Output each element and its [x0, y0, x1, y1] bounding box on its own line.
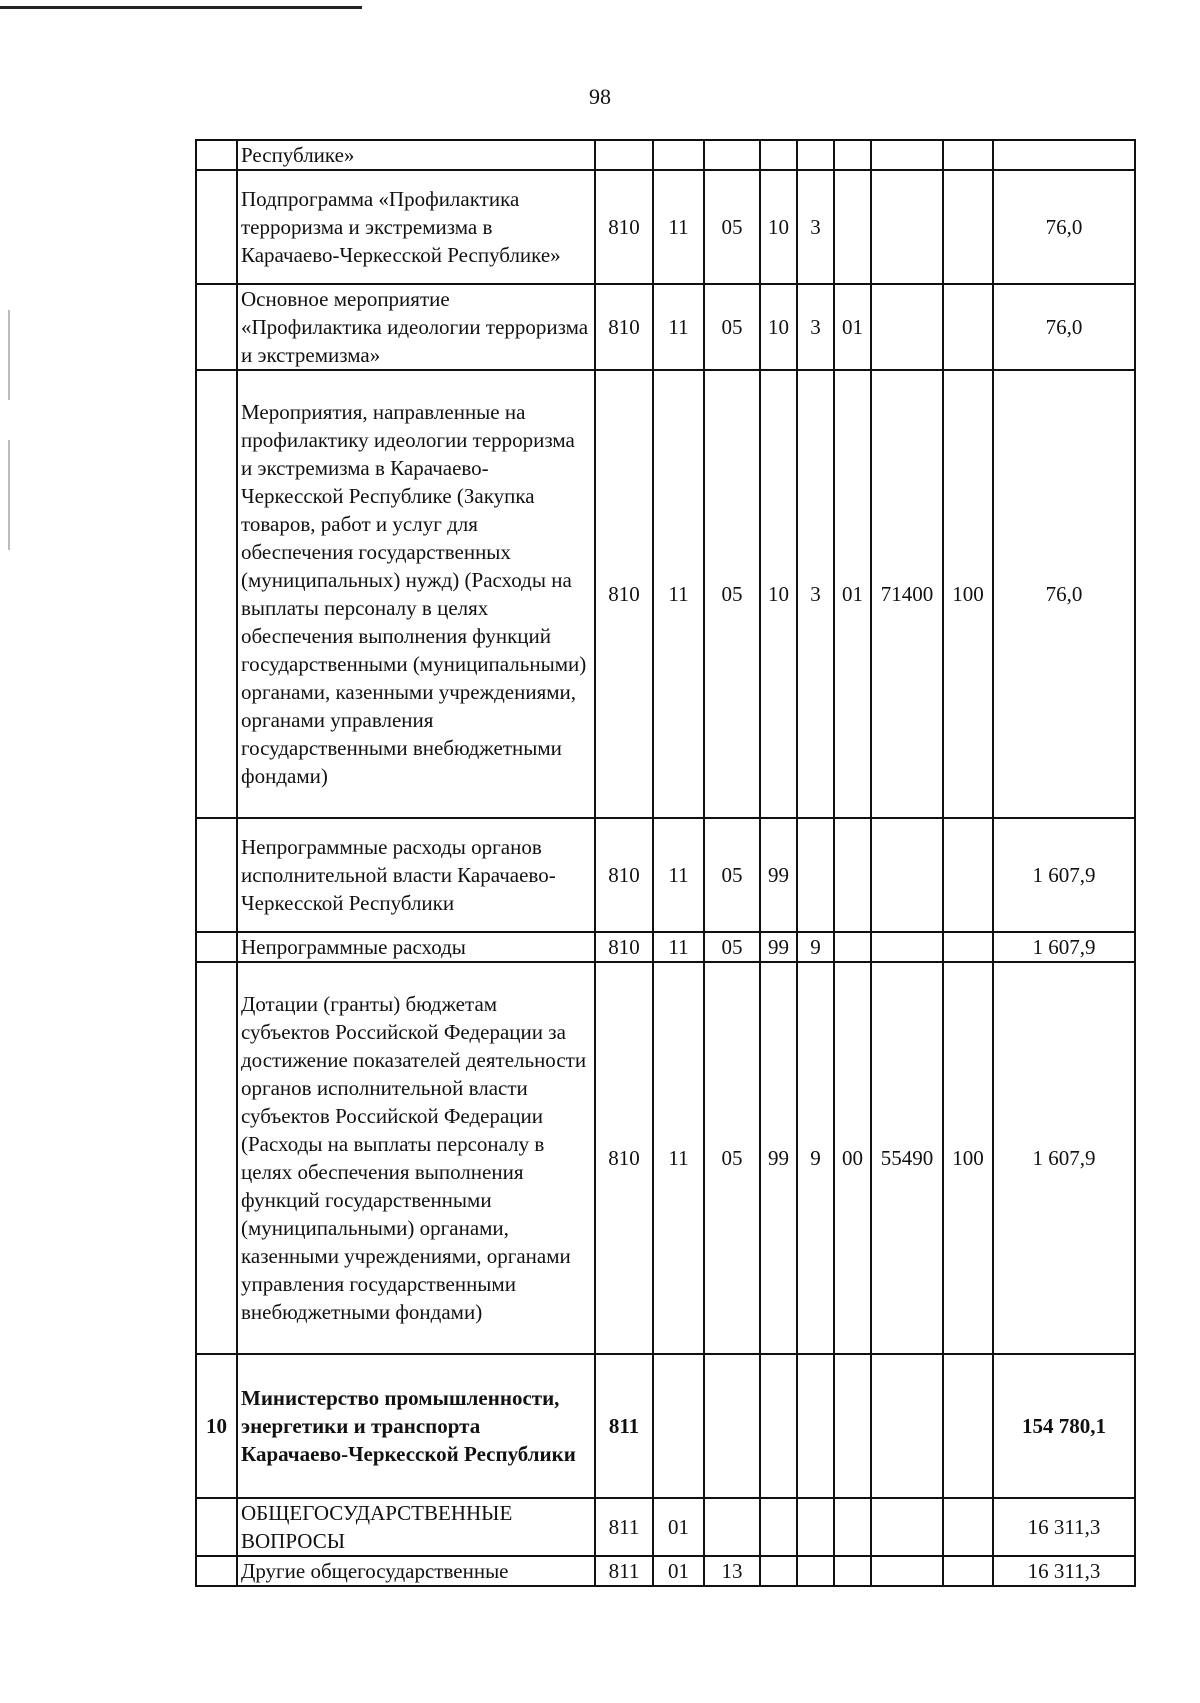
vr-code: [943, 932, 993, 962]
vr-code: [943, 1354, 993, 1498]
row-number: [196, 932, 237, 962]
vr-code: [943, 818, 993, 932]
pr-code: 05: [704, 370, 760, 818]
ved-code: 810: [595, 170, 653, 284]
table-row: [196, 1556, 1135, 1586]
row-number: [196, 1498, 237, 1556]
ved-code: 811: [595, 1354, 653, 1498]
subprogram-code: [797, 1498, 834, 1556]
amount: 76,0: [993, 370, 1135, 818]
amount: 1 607,9: [993, 962, 1135, 1354]
rz-code: [653, 140, 704, 170]
row-number: [196, 284, 237, 370]
direction-code: 71400: [871, 370, 943, 818]
ved-code: 810: [595, 962, 653, 1354]
row-number: [196, 370, 237, 818]
page-number: 98: [589, 84, 611, 109]
rz-code: 11: [653, 932, 704, 962]
rz-code: 11: [653, 284, 704, 370]
vr-code: [943, 1498, 993, 1556]
row-name: Министерство промышленности, энергетики и транспорта Карачаево-Черкесской Республики: [237, 1354, 595, 1498]
table-row: [196, 370, 1135, 818]
direction-code: [871, 1354, 943, 1498]
ved-code: 810: [595, 284, 653, 370]
pr-code: 05: [704, 170, 760, 284]
program-code: [760, 1556, 797, 1586]
rz-code: 11: [653, 370, 704, 818]
program-code: 99: [760, 962, 797, 1354]
subprogram-code: 9: [797, 962, 834, 1354]
scan-margin-mark: [8, 440, 10, 550]
rz-code: 11: [653, 818, 704, 932]
activity-code: [834, 1354, 871, 1498]
rz-code: 01: [653, 1556, 704, 1586]
activity-code: [834, 140, 871, 170]
row-number: [196, 962, 237, 1354]
vr-code: [943, 1556, 993, 1586]
ved-code: 811: [595, 1556, 653, 1586]
row-name: Дотации (гранты) бюджетам субъектов Российской Федерации за достижение показателей деятельности органов исполнительной власти субъектов Российской Федерации (Расходы на выплаты персоналу в целях обеспечения выполнения функций государственными (муниципальными) органами, казенными учреждениями, органами управления государственными внебюджетными фондами): [237, 962, 595, 1354]
program-code: 10: [760, 170, 797, 284]
table-row: [196, 1354, 1135, 1498]
direction-code: [871, 140, 943, 170]
rz-code: 01: [653, 1498, 704, 1556]
vr-code: [943, 284, 993, 370]
program-code: 99: [760, 932, 797, 962]
amount: 76,0: [993, 170, 1135, 284]
row-name: Другие общегосударственные: [237, 1556, 595, 1586]
direction-code: [871, 284, 943, 370]
direction-code: [871, 1498, 943, 1556]
budget-table: [195, 139, 1136, 1587]
amount: 16 311,3: [993, 1498, 1135, 1556]
subprogram-code: [797, 818, 834, 932]
activity-code: [834, 818, 871, 932]
activity-code: [834, 932, 871, 962]
activity-code: 01: [834, 370, 871, 818]
vr-code: 100: [943, 370, 993, 818]
subprogram-code: 9: [797, 932, 834, 962]
top-rule: [0, 6, 362, 9]
subprogram-code: [797, 1556, 834, 1586]
subprogram-code: 3: [797, 170, 834, 284]
pr-code: [704, 140, 760, 170]
pr-code: [704, 1354, 760, 1498]
table-row: [196, 962, 1135, 1354]
pr-code: 05: [704, 818, 760, 932]
rz-code: [653, 1354, 704, 1498]
direction-code: [871, 932, 943, 962]
ved-code: 811: [595, 1498, 653, 1556]
subprogram-code: 3: [797, 370, 834, 818]
subprogram-code: 3: [797, 284, 834, 370]
pr-code: 13: [704, 1556, 760, 1586]
subprogram-code: [797, 140, 834, 170]
program-code: 10: [760, 370, 797, 818]
program-code: 99: [760, 818, 797, 932]
rz-code: 11: [653, 170, 704, 284]
vr-code: [943, 170, 993, 284]
direction-code: [871, 1556, 943, 1586]
activity-code: [834, 1498, 871, 1556]
ved-code: 810: [595, 818, 653, 932]
row-name: Мероприятия, направленные на профилактику идеологии терроризма и экстремизма в Карачаево-Черкесской Республике (Закупка товаров, работ и услуг для обеспечения государственных (муниципальных) нужд) (Расходы на выплаты персоналу в целях обеспечения выполнения функций государственными (муниципальными) органами, казенными учреждениями, органами управления государственными внебюджетными фондами): [237, 370, 595, 818]
direction-code: 55490: [871, 962, 943, 1354]
pr-code: [704, 1498, 760, 1556]
row-number: [196, 140, 237, 170]
table-row: [196, 818, 1135, 932]
rz-code: 11: [653, 962, 704, 1354]
activity-code: [834, 1556, 871, 1586]
ved-code: 810: [595, 932, 653, 962]
program-code: [760, 140, 797, 170]
row-number: 10: [196, 1354, 237, 1498]
row-name: Непрограммные расходы: [237, 932, 595, 962]
table-row: [196, 932, 1135, 962]
pr-code: 05: [704, 284, 760, 370]
subprogram-code: [797, 1354, 834, 1498]
table-row: [196, 170, 1135, 284]
row-name: Подпрограмма «Профилактика терроризма и экстремизма в Карачаево-Черкесской Республике»: [237, 170, 595, 284]
table-row: [196, 284, 1135, 370]
amount: 1 607,9: [993, 932, 1135, 962]
direction-code: [871, 170, 943, 284]
scan-margin-mark: [8, 310, 10, 400]
amount: 154 780,1: [993, 1354, 1135, 1498]
activity-code: [834, 170, 871, 284]
ved-code: 810: [595, 370, 653, 818]
program-code: 10: [760, 284, 797, 370]
vr-code: [943, 140, 993, 170]
amount: 76,0: [993, 284, 1135, 370]
program-code: [760, 1354, 797, 1498]
row-name: Республике»: [237, 140, 595, 170]
activity-code: 00: [834, 962, 871, 1354]
pr-code: 05: [704, 932, 760, 962]
row-name: ОБЩЕГОСУДАРСТВЕННЫЕ ВОПРОСЫ: [237, 1498, 595, 1556]
amount: 16 311,3: [993, 1556, 1135, 1586]
pr-code: 05: [704, 962, 760, 1354]
row-number: [196, 1556, 237, 1586]
row-name: Непрограммные расходы органов исполнительной власти Карачаево-Черкесской Республики: [237, 818, 595, 932]
table-row: [196, 1498, 1135, 1556]
program-code: [760, 1498, 797, 1556]
amount: [993, 140, 1135, 170]
amount: 1 607,9: [993, 818, 1135, 932]
ved-code: [595, 140, 653, 170]
row-number: [196, 818, 237, 932]
row-name: Основное мероприятие «Профилактика идеологии терроризма и экстремизма»: [237, 284, 595, 370]
row-number: [196, 170, 237, 284]
direction-code: [871, 818, 943, 932]
vr-code: 100: [943, 962, 993, 1354]
table-row: [196, 140, 1135, 170]
activity-code: 01: [834, 284, 871, 370]
